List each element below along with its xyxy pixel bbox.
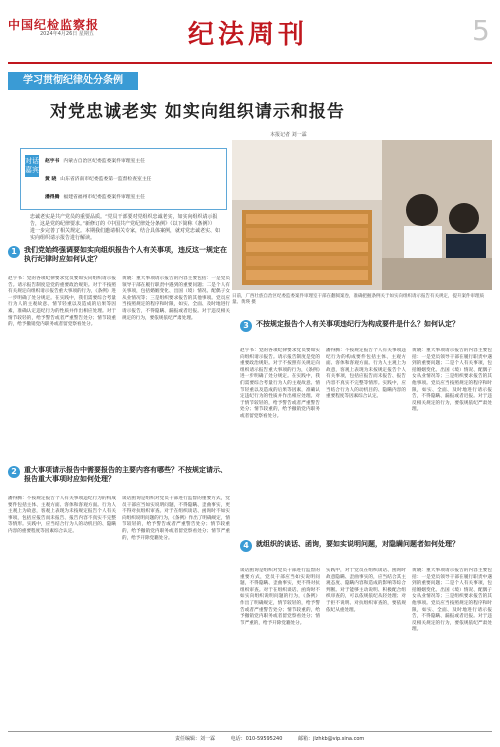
guest-label: 对话嘉宾	[25, 155, 39, 177]
question-number: 4	[240, 540, 252, 552]
answer-column: 黄晓：重大事项请示报告的内容主要包括：一是党员领导干部在履行职责中遇到的重要问题；二是个人有关事项，包括婚姻变化、出国（境）情况、配偶子女从业情况等；三是组织要求报告的其他事项。党员应当按照规定的程序和时限，如实、全面、及时地进行请示报告，不得隐瞒、漏报或者迟报。对于违反相关规定的行为，要依规依纪严肃处理。	[412, 348, 492, 413]
page-number: 5	[472, 14, 490, 47]
answer-column: 谈话函询是组织对党员干部进行监督的重要方式，党员干部应当如实说明问题，不得隐瞒、歪曲事实，更不得对抗组织审查。对于在组织谈话、函询时不如实向组织说明问题的行为，《条例》作出了明确规定，情节较轻的，给予警告或者严重警告处分；情节较重的，给予撤销党内职务或者留党察看处分；情节严重的，给予开除党籍处分。	[122, 496, 230, 541]
question-text: 就组织的谈话、函询，要如实说明问题，对隐瞒问题者如何处理？	[256, 540, 459, 548]
guest-box	[20, 148, 227, 210]
footer-editor: 责任编辑：刘一霖	[175, 736, 216, 742]
masthead-rule	[8, 62, 492, 64]
newspaper-logo: 中国纪检监察报	[8, 18, 100, 32]
photo-illustration	[232, 140, 492, 290]
guest-row: 黄 晓 山东省济南市纪委监委第一监督检查室主任	[45, 177, 152, 182]
question-1	[8, 246, 230, 264]
question-number: 3	[240, 320, 252, 332]
answer-column: 实践中，对于党员在组织谈话、函询时故意隐瞒、歪曲事实的，应当结合其主观态度、隐瞒内容和造成的影响等综合判断。对于能够主动说明、积极配合组织审查的，可以依规依纪从轻处理；对于拒不说明、对抗组织审查的，要依规依纪从重处理。	[326, 568, 406, 613]
question-number: 1	[8, 246, 20, 258]
intro-paragraph: 忠诚老实是共产党员的重要品质。“党员干部要对党组织忠诚老实，如实向组织请示报告，这是党的纪律要求。”新修订的《中国共产党纪律处分条例》（以下简称《条例》）进一步完善了相关规定。本期我们邀请相关专家，结合具体案例，就对党忠诚老实、如实向组织请示报告进行解读。	[30, 214, 221, 241]
answer-column: 潘得腾：不按规定报告个人有关事项违纪行为的构成要件包括主体、主观方面、客体和客观方面。行为人主观上为故意，客观上表现为未按规定报告个人有关事项，包括应报告而未报告、报告内容不真实不完整等情形。实践中，应当结合行为人的动机目的、隐瞒内容的重要程度等因素综合认定。	[326, 348, 406, 400]
section-tag: 学习贯彻纪律处分条例	[8, 72, 138, 90]
question-text: 不按规定报告个人有关事项违纪行为构成要件是什么？如何认定？	[256, 320, 459, 328]
article-photo	[232, 140, 492, 290]
answer-column: 黄晓：重大事项请示报告的内容主要包括：一是党员领导干部在履行职责中遇到的重要问题；二是个人有关事项，包括婚姻变化、出国（境）情况、配偶子女从业情况等；三是组织要求报告的其他事项。党员应当按照规定的程序和时限，如实、全面、及时地进行请示报告，不得隐瞒、漏报或者迟报。对于违反相关规定的行为，要依规依纪严肃处理。	[412, 568, 492, 633]
page-title: 纪法周刊	[188, 20, 309, 50]
answer-column: 黄晓：重大事项请示报告的内容主要包括：一是党员领导干部在履行职责中遇到的重要问题；二是个人有关事项，包括婚姻变化、出国（境）情况、配偶子女从业情况等；三是组织要求报告的其他事项。党员应当按照规定的程序和时限，如实、全面、及时地进行请示报告，不得隐瞒、漏报或者迟报。对于违反相关规定的行为，要依规依纪严肃处理。	[122, 276, 230, 321]
guest-row: 潘得腾 福建省福州市纪委监委案件审理室主任	[45, 195, 145, 200]
question-number: 2	[8, 466, 20, 478]
answer-column: 赵宇书：党的各项纪律要求党员要如实向组织请示报告。请示报告制度是党的重要政治规矩。对于不按照有关规定向组织请示报告重大事项的行为，《条例》进一步明确了处分规定。在实践中，我们需要综合考量行为人的主观故意、情节轻重以及造成的后果等因素，准确认定违纪行为的性质并作出相应处理。对于情节较轻的，给予警告或者严重警告处分；情节较重的，给予撤销党内职务或者留党察看处分。	[240, 348, 320, 419]
question-3	[240, 320, 492, 332]
article-headline: 对党忠诚老实 如实向组织请示和报告	[50, 102, 345, 122]
footer-rule	[8, 731, 492, 732]
answer-column: 潘得腾：不按规定报告个人有关事项违纪行为的构成要件包括主体、主观方面、客体和客观方面。行为人主观上为故意，客观上表现为未按规定报告个人有关事项，包括应报告而未报告、报告内容不真实不完整等情形。实践中，应当结合行为人的动机目的、隐瞒内容的重要程度等因素综合认定。	[8, 496, 116, 534]
question-text: 重大事项请示报告中需要报告的主要内容有哪些？不按规定请示、报告重大事项时应如何处理？	[24, 466, 227, 483]
page-footer	[175, 735, 378, 742]
question-text: 我们党始终强调要如实向组织报告个人有关事项，违反这一规定在执行纪律时应如何认定？	[24, 246, 227, 263]
byline: 本报记者 刘一霖	[270, 132, 307, 138]
question-2	[8, 466, 230, 484]
answer-column: 赵宇书：党的各项纪律要求党员要如实向组织请示报告。请示报告制度是党的重要政治规矩。对于不按照有关规定向组织请示报告重大事项的行为，《条例》进一步明确了处分规定。在实践中，我们需要综合考量行为人的主观故意、情节轻重以及造成的后果等因素，准确认定违纪行为的性质并作出相应处理。对于情节较轻的，给予警告或者严重警告处分；情节较重的，给予撤销党内职务或者留党察看处分。	[8, 276, 116, 328]
footer-phone: 电话：010-59595240	[230, 736, 283, 742]
photo-caption: 日前，广西壮族自治区纪委监委案件审理室干部在翻阅案卷，准确把握条例关于如实向组织请示报告有关规定，提升案件审理质量。黄瑛 摄	[232, 294, 484, 305]
issue-date: 2024年4月26日 星期五	[40, 31, 94, 37]
answer-column: 谈话函询是组织对党员干部进行监督的重要方式，党员干部应当如实说明问题，不得隐瞒、歪曲事实，更不得对抗组织审查。对于在组织谈话、函询时不如实向组织说明问题的行为，《条例》作出了明确规定，情节较轻的，给予警告或者严重警告处分；情节较重的，给予撤销党内职务或者留党察看处分；情节严重的，给予开除党籍处分。	[240, 568, 320, 626]
footer-email: 邮箱：jlzhkb@vip.sina.com	[298, 736, 365, 742]
guest-row: 赵宇书 内蒙古自治区纪委监委案件审理室主任	[45, 159, 145, 164]
question-4	[240, 540, 492, 552]
